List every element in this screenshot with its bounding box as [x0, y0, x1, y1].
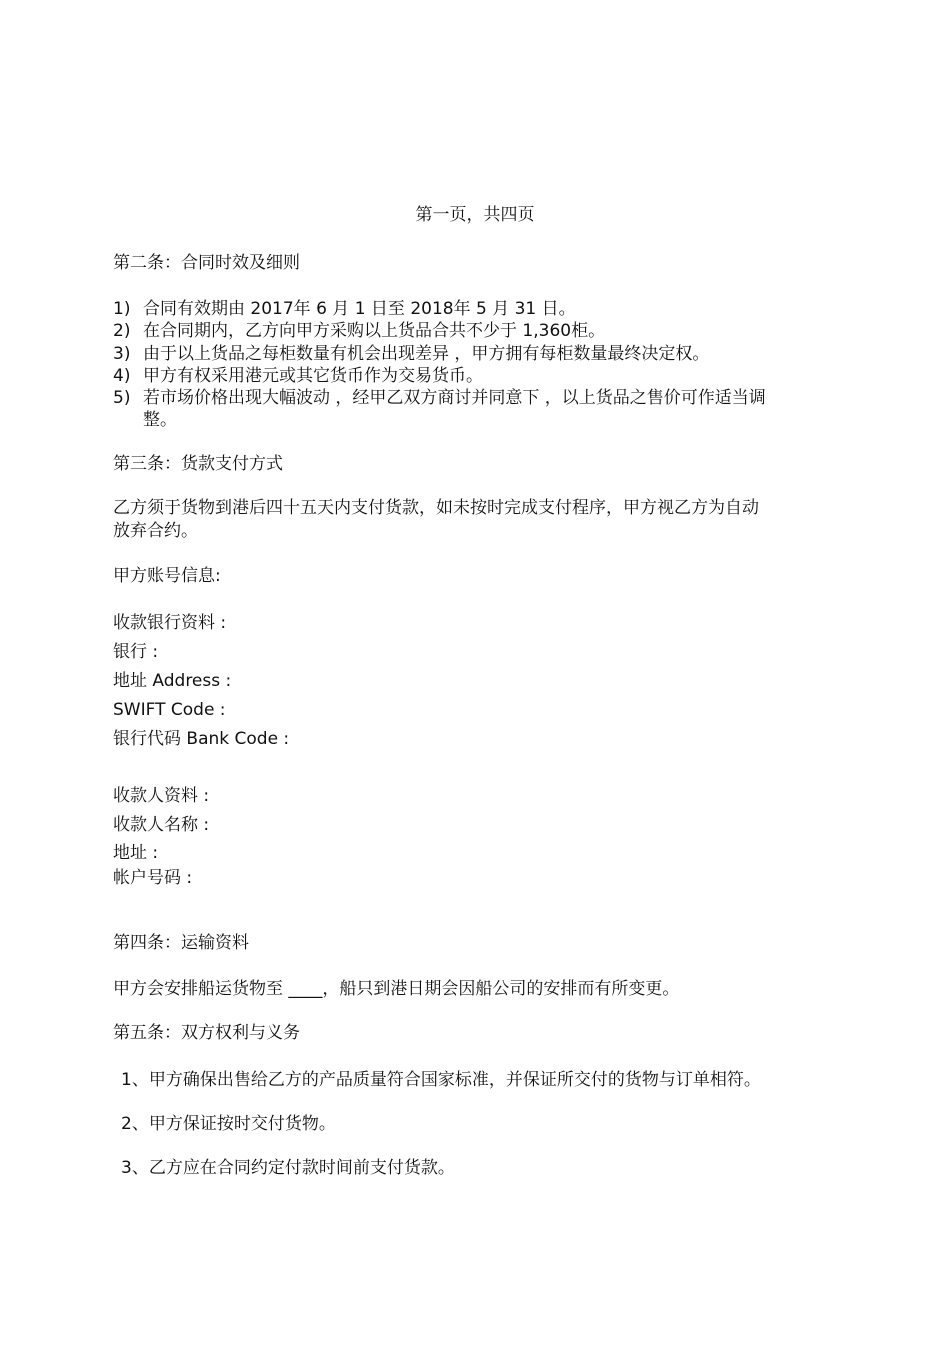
article2-item-3	[113, 343, 709, 365]
item-text: 若市场价格出现大幅波动 ，经甲乙双方商讨并同意下 ，以上货品之售价可作适当调	[143, 388, 766, 408]
bank-field-bank-code: 银行代码 Bank Code :	[113, 729, 290, 749]
article3-heading: 第三条：货款支付方式	[113, 454, 283, 474]
article3-para-line-1: 乙方须于货物到港后四十五天内支付货款，如未按时完成支付程序，甲方视乙方为自动	[113, 498, 759, 518]
article4-para: 甲方会安排船运货物至 ____，船只到港日期会因船公司的安排而有所变更。	[113, 979, 680, 999]
item-text: 合同有效期由 2017年 6 月 1 日至 2018年 5 月 31 日。	[143, 299, 576, 319]
bank-field-bank: 银行 :	[113, 642, 159, 662]
article2-item-2	[113, 320, 605, 342]
article4-heading: 第四条：运输资料	[113, 933, 249, 953]
article3-para-line-2: 放弃合约。	[113, 521, 198, 541]
bank-field-swift: SWIFT Code :	[113, 700, 226, 720]
payee-field-account-number: 帐户号码 :	[113, 868, 193, 888]
article2-item-5-continuation: 整。	[143, 410, 177, 430]
article2-heading: 第二条：合同时效及细则	[113, 253, 300, 273]
article2-item-4	[113, 365, 483, 387]
article5-item-3: 3、乙方应在合同约定付款时间前支付货款。	[121, 1158, 455, 1178]
bank-field-receiving-bank: 收款银行资料 :	[113, 613, 227, 633]
article5-item-2: 2、甲方保证按时交付货物。	[121, 1114, 336, 1134]
item-number: 2)	[113, 321, 131, 341]
payee-field-name: 收款人名称 :	[113, 815, 210, 835]
item-text: 由于以上货品之每柜数量有机会出现差异 ，甲方拥有每柜数量最终决定权。	[143, 344, 710, 364]
account-info-title: 甲方账号信息:	[113, 566, 221, 586]
bank-field-address: 地址 Address :	[113, 671, 232, 691]
item-number: 3)	[113, 344, 131, 364]
item-text: 在合同期内，乙方向甲方采购以上货品合共不少于 1,360柜。	[143, 321, 606, 341]
article5-item-1: 1、甲方确保出售给乙方的产品质量符合国家标准，并保证所交付的货物与订单相符。	[121, 1070, 761, 1090]
article5-heading: 第五条：双方权利与义务	[113, 1023, 300, 1043]
page-header: 第一页，共四页	[415, 205, 535, 225]
article2-item-1	[113, 298, 576, 320]
payee-field-address: 地址 :	[113, 843, 159, 863]
item-number: 4)	[113, 366, 131, 386]
item-number: 5)	[113, 388, 131, 408]
item-text: 甲方有权采用港元或其它货币作为交易货币。	[143, 366, 483, 386]
article2-item-5	[113, 387, 766, 409]
item-number: 1)	[113, 299, 131, 319]
payee-field-info: 收款人资料 :	[113, 786, 210, 806]
